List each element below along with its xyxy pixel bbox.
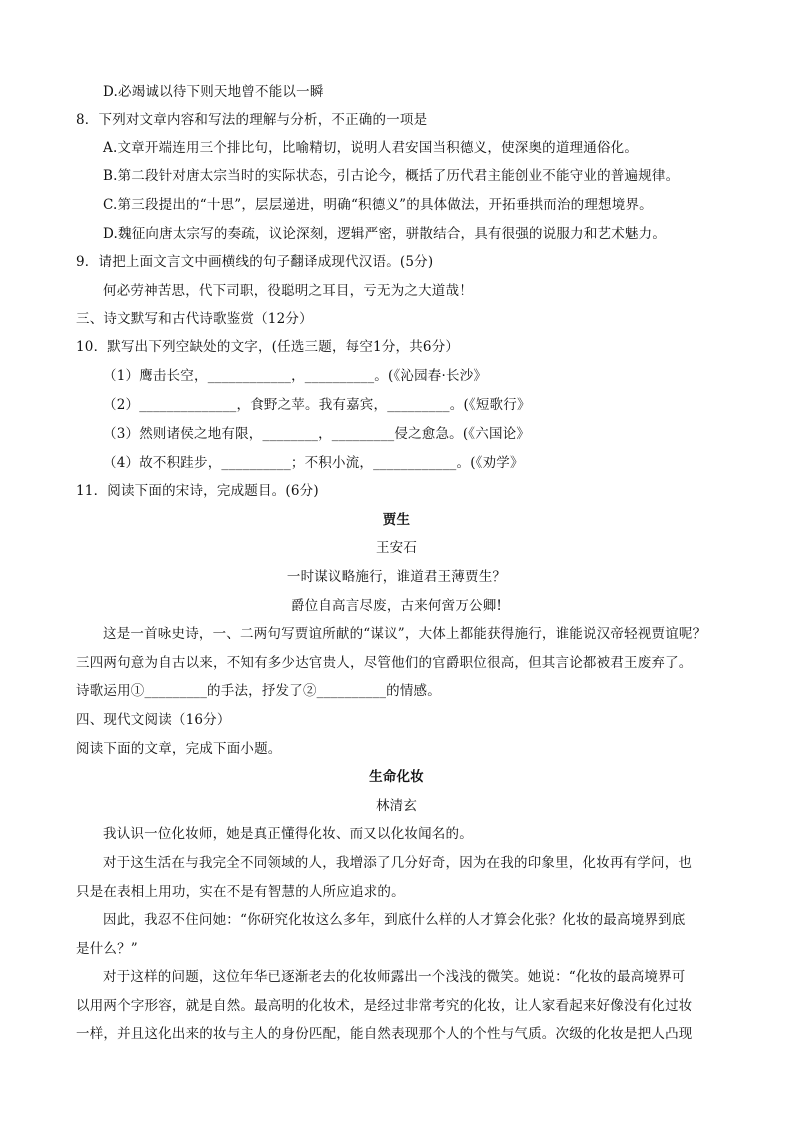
- poem-line-1: 一时谋议略施行，谁道君王薄贾生？: [286, 569, 507, 585]
- section3-title: 三、诗文默写和古代诗歌鉴赏（12分）: [76, 311, 313, 327]
- q8-option-b: B.第二段针对唐太宗当时的实际状态，引古论今，概括了历代君主能创业不能守业的普遍规律。: [103, 168, 680, 184]
- q10-item-4: （4）故不积跬步，__________；不积小流，____________。(《劝学》: [103, 455, 524, 471]
- section4-title: 四、现代文阅读（16分）: [76, 712, 231, 728]
- essay-paragraph-4-line-3: 一样，并且这化出来的妆与主人的身份匹配，能自然表现那个人的个性与气质。次级的化妆是把人凸现: [76, 1026, 693, 1042]
- essay-paragraph-3-line-1: 因此，我忍不住问她：“你研究化妆这么多年，到底什么样的人才算会化张？化妆的最高境界到底: [103, 912, 686, 928]
- q11-stem: 11．阅读下面的宋诗，完成题目。(6分): [76, 483, 319, 499]
- poem-title: 贾生: [382, 512, 411, 528]
- essay-title: 生命化妆: [369, 769, 424, 785]
- poem-analysis-line-2: 三四两句意为自古以来，不知有多少达官贵人，尽管他们的官爵职位很高，但其言论都被君王废弃了。: [76, 655, 693, 671]
- essay-paragraph-4-line-1: 对于这样的问题，这位年华已逐渐老去的化妆师露出一个浅浅的微笑。她说：“化妆的最高境界可: [103, 969, 686, 985]
- essay-paragraph-2-line-2: 只是在表相上用功，实在不是有智慧的人所应追求的。: [76, 884, 405, 900]
- poem-analysis-line-3: 诗歌运用①_________的手法，抒发了②__________的情感。: [76, 683, 441, 699]
- essay-author: 林清玄: [375, 798, 418, 814]
- essay-paragraph-4-line-2: 以用两个字形容，就是自然。最高明的化妆术，是经过非常考究的化妆，让人家看起来好像没有化过妆: [76, 998, 693, 1014]
- essay-paragraph-1: 我认识一位化妆师，她是真正懂得化妆、而又以化妆闻名的。: [103, 826, 473, 842]
- q8-option-c: C.第三段提出的“十思”，层层递进，明确“积德义”的具体做法，开拓垂拱而治的理想境界。: [103, 197, 653, 213]
- q10-stem: 10．默写出下列空缺处的文字，(任选三题，每空1分，共6分）: [76, 339, 460, 355]
- poem-analysis-line-1: 这是一首咏史诗，一、二两句写贾谊所献的“谋议”，大体上都能获得施行，谁能说汉帝轻视贾谊呢？: [103, 626, 707, 642]
- essay-paragraph-3-line-2: 是什么？”: [76, 941, 138, 957]
- q8-option-a: A.文章开端连用三个排比句，比喻精切，说明人君安国当积德义，使深奥的道理通俗化。: [103, 140, 639, 156]
- essay-paragraph-2-line-1: 对于这生活在与我完全不同领域的人，我增添了几分好奇，因为在我的印象里，化妆再有学问，也: [103, 855, 693, 871]
- q8-stem: 8．下列对文章内容和写法的理解与分析，不正确的一项是: [76, 112, 428, 128]
- option-text: 则天地曾不能以一瞬: [200, 84, 324, 100]
- option-label: D.必竭诚以待下: [103, 84, 201, 100]
- poem-author: 王安石: [375, 540, 418, 556]
- section4-intro: 阅读下面的文章，完成下面小题。: [76, 741, 282, 757]
- q10-item-1: （1）鹰击长空，____________，__________。(《沁园春·长沙》: [103, 368, 488, 384]
- q10-item-3: （3）然则诸侯之地有限，________，_________侵之愈急。(《六国论》: [103, 426, 531, 442]
- poem-line-2: 爵位自高言尽废，古来何啻万公卿!: [290, 598, 503, 614]
- q9-stem: 9．请把上面文言文中画横线的句子翻译成现代汉语。(5分): [76, 254, 434, 270]
- q7-option-d: [103, 83, 324, 101]
- q8-option-d: D.魏征向唐太宗写的奏疏，议论深刻，逻辑严密，骈散结合，具有很强的说服力和艺术魅力。: [103, 226, 667, 242]
- q9-sentence: 何必劳神苦思，代下司职，役聪明之耳目，亏无为之大道哉！: [103, 283, 473, 299]
- q10-item-2: （2）______________，食野之苹。我有嘉宾，_________。(《短歌行》: [103, 397, 531, 413]
